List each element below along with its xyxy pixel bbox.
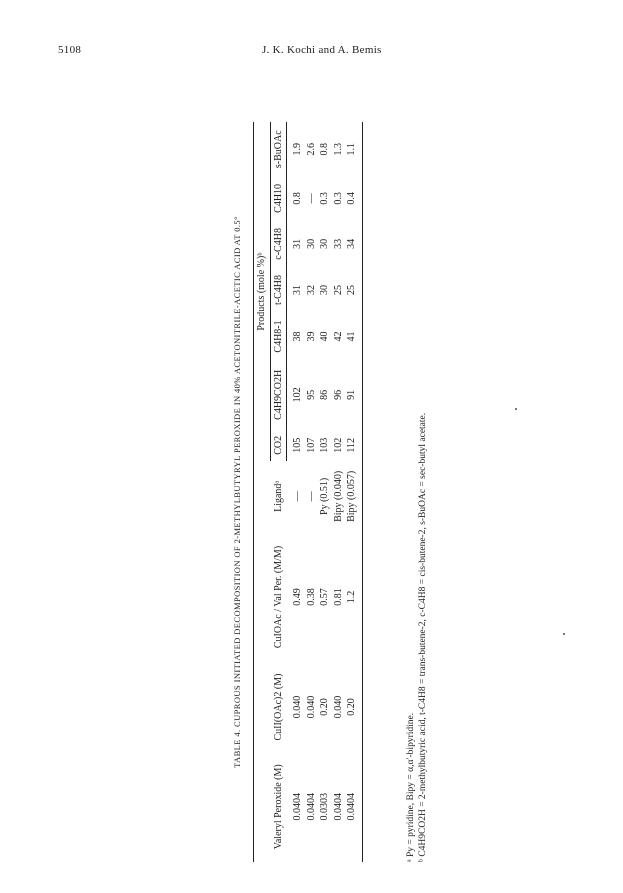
col-header-sec-butyl-acetate: s-BuOAc (270, 122, 287, 176)
table-row (305, 122, 319, 862)
table-cell: 30 (305, 238, 317, 249)
footnote-b: ᵇ C4H9CO2H = 2-methylbutyric acid, t-C4H8 = trans-butene-2, c-C4H8 = cis-butene-2, s-BuOAc = sec-butyl acetate. (417, 412, 428, 862)
table-cell: — (305, 193, 317, 204)
col-header-trans-butene: t-C4H8 (270, 267, 287, 312)
col-header-ligand: Ligandᵃ (273, 480, 284, 512)
table-cell: 96 (332, 389, 344, 400)
footnote-a: ᵃ Py = pyridine, Bipy = α,α′-bipyridine. (406, 712, 416, 862)
table-cell: — (291, 491, 303, 502)
table-caption: TABLE 4. CUPROUS INITIATED DECOMPOSITION OF 2-METHYLBUTYRYL PEROXIDE IN 40% ACETONITRILE-ACETIC ACID AT 0.5° (232, 216, 242, 768)
table-cell: 40 (319, 331, 330, 342)
data-table (253, 122, 363, 862)
table-cell: 1.1 (345, 122, 362, 176)
col-header-cu1-ratio: CuIOAc / Val Per. (M/M) (273, 545, 284, 649)
table-cell: 95 (305, 389, 317, 400)
table-cell: 0.0404 (332, 793, 344, 821)
table-cell: 30 (319, 285, 330, 296)
running-header-authors: J. K. Kochi and A. Bemis (262, 44, 382, 56)
group-header-products: Products (mole %)ᵇ (254, 122, 271, 461)
page-number: 5108 (58, 44, 82, 56)
rotated-table-block (233, 122, 443, 862)
table-cell: 0.20 (319, 698, 330, 716)
table-cell: 0.57 (319, 588, 330, 606)
col-header-cis-butene: c-C4H8 (270, 220, 287, 267)
table-cell: Bipy (0.040) (332, 470, 344, 522)
table-cell: 0.040 (332, 695, 344, 719)
table-cell: 0.0404 (305, 793, 317, 821)
table-cell: 1.2 (345, 531, 362, 662)
col-header-butane: C4H10 (270, 176, 287, 220)
col-header-co2: CO2 (270, 429, 287, 461)
table-row (345, 122, 362, 862)
table-cell: 0.20 (345, 663, 362, 752)
table-cell: 32 (305, 285, 317, 296)
table-cell: 39 (305, 331, 317, 342)
table-cell: 0.040 (305, 695, 317, 719)
table-cell: 33 (332, 238, 344, 249)
col-header-acid: C4H9CO2H (270, 360, 287, 429)
table-cell: 0.4 (345, 176, 362, 220)
col-header-valeryl-peroxide: Valeryl Peroxide (M) (273, 764, 284, 850)
table-cell: 41 (345, 313, 362, 361)
table-cell: 102 (332, 437, 344, 453)
scan-speck (515, 408, 517, 410)
table-footnotes (405, 122, 430, 862)
table-cell: 0.040 (291, 695, 303, 719)
table-cell: 25 (332, 285, 344, 296)
scan-speck (563, 633, 565, 635)
table-cell: — (305, 491, 317, 502)
table-cell: 0.8 (292, 192, 303, 205)
table-cell: Py (0.51) (319, 477, 330, 515)
table-cell: 0.8 (319, 142, 330, 156)
table-cell: 42 (332, 331, 344, 342)
table-row (318, 122, 332, 862)
table-cell: 102 (292, 387, 303, 403)
table-cell: 31 (292, 238, 303, 249)
table-cell: 105 (292, 437, 303, 453)
table-cell: 103 (319, 437, 330, 453)
table-cell: 0.81 (332, 588, 344, 606)
col-header-cu2-oac: CuII(OAc)2 (M) (273, 673, 284, 741)
table-row (287, 122, 305, 862)
col-header-butene-1: C4H8-1 (270, 313, 287, 361)
table-cell: 0.0303 (319, 793, 330, 821)
table-cell: 0.49 (291, 588, 303, 606)
table-cell: 0.0404 (291, 793, 303, 821)
table-cell: 112 (345, 429, 362, 461)
table-cell: 34 (345, 220, 362, 267)
table-cell: 25 (345, 267, 362, 312)
table-cell: 30 (319, 238, 330, 249)
table-cell: 31 (292, 285, 303, 296)
table-cell: 0.3 (332, 192, 344, 205)
table-row (332, 122, 346, 862)
table-cell: 91 (345, 360, 362, 429)
table-cell: 86 (319, 389, 330, 400)
table-cell: Bipy (0.057) (345, 461, 362, 531)
table-cell: 0.3 (319, 192, 330, 205)
table-cell: 1.9 (292, 142, 303, 156)
table-cell: 2.6 (305, 142, 317, 156)
table-cell: 1.3 (332, 142, 344, 156)
table-cell: 0.0404 (345, 752, 362, 862)
table-cell: 107 (305, 437, 317, 453)
table-cell: 38 (292, 331, 303, 342)
table-cell: 0.38 (305, 588, 317, 606)
